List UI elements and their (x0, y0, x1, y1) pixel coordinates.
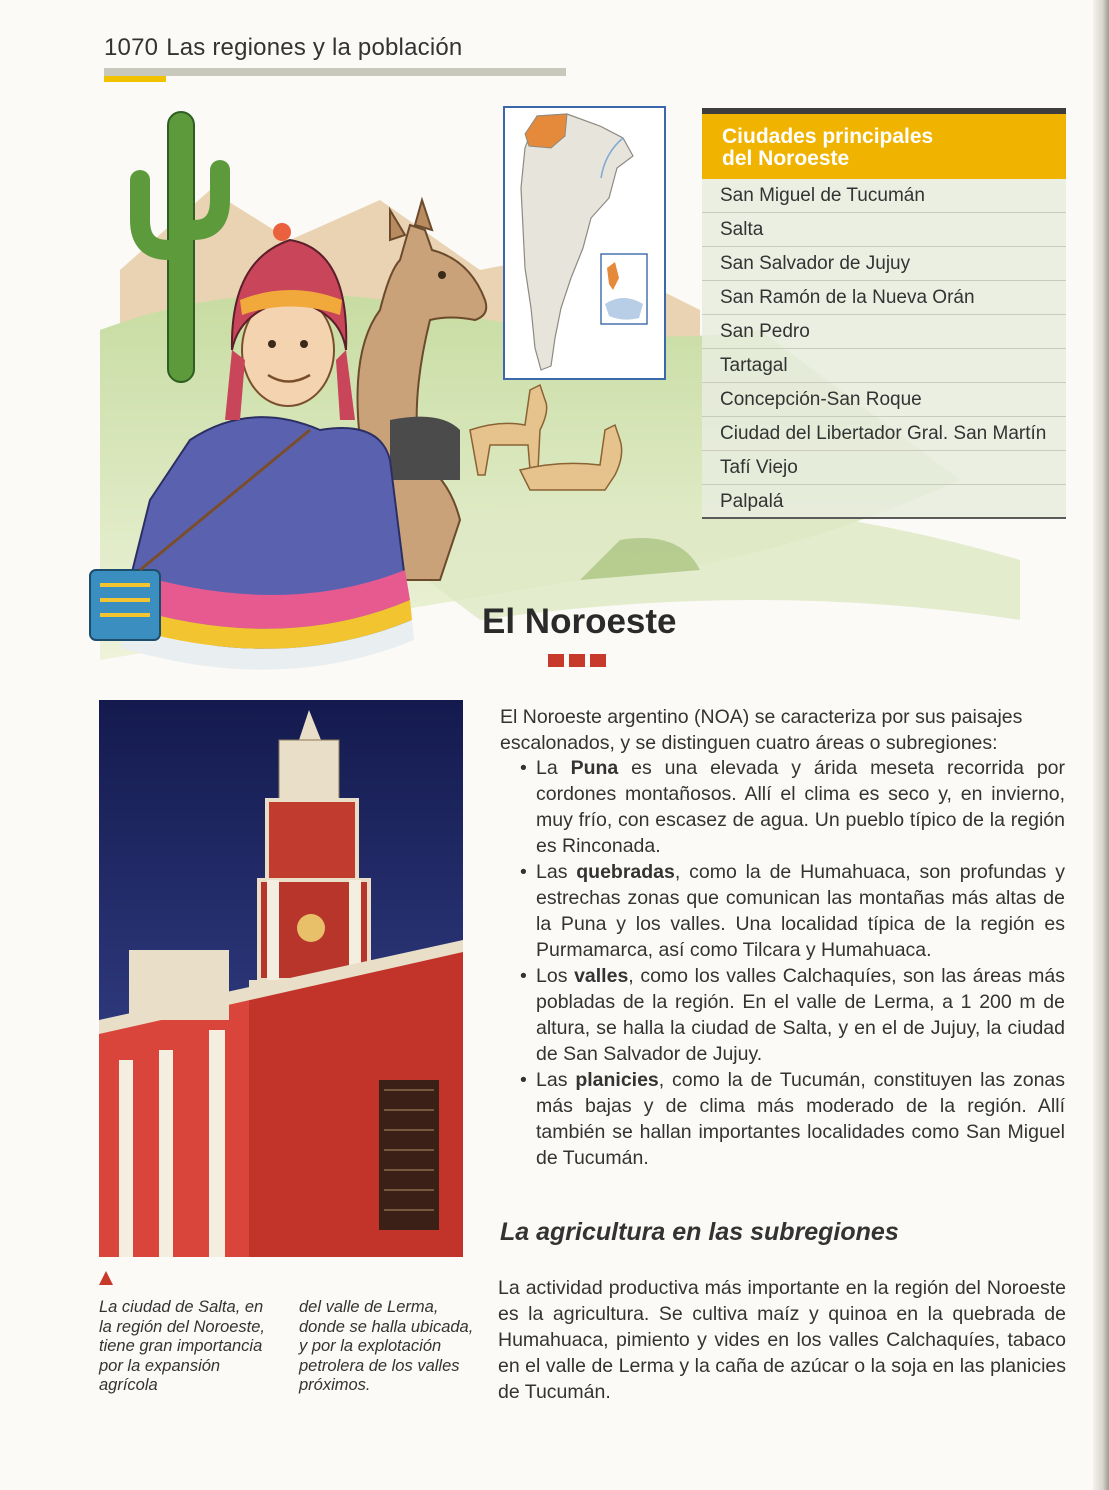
cities-table (702, 108, 1066, 519)
header-rule (104, 68, 566, 76)
term-planicies: planicies (575, 1069, 659, 1091)
city-row: Palpalá (702, 485, 1066, 519)
list-item: • Las quebradas, como la de Humahuaca, son profundas y estrechas zonas que comunican las montañas más altas de la Puna y los valles. Una localidad típica de la región es Purmamarca, así como Tilcara y Humahuaca. (520, 859, 1065, 963)
city-row: Tafí Viejo (702, 451, 1066, 485)
list-item: • Los valles, como los valles Calchaquíes, son las áreas más pobladas de la región. En el valle de Lerma, a 1 200 m de altura, se halla la ciudad de Salta, y en el de Jujuy, la ciudad de San Salvador de Jujuy. (520, 963, 1065, 1067)
subsection-title: La agricultura en las subregiones (500, 1218, 899, 1246)
section-title: El Noroeste (482, 602, 677, 641)
page-header (104, 34, 462, 62)
city-row: Ciudad del Libertador Gral. San Martín (702, 417, 1066, 451)
photo-caption-col1: La ciudad de Salta, en la región del Noroeste, tiene gran importancia por la expansión agrícola (99, 1298, 266, 1394)
cities-table-title-line1: Ciudades principales (722, 125, 934, 148)
city-row: San Pedro (702, 315, 1066, 349)
term-puna: Puna (570, 757, 619, 779)
subregions-list (520, 755, 1065, 1171)
cities-table-header (702, 114, 1066, 179)
map-argentina-svg (505, 108, 664, 378)
chapter-title: Las regiones y la población (166, 34, 463, 61)
map-argentina (503, 106, 666, 380)
church-facade (99, 940, 463, 1257)
subsection-paragraph: La actividad productiva más importante en la región del Noroeste es la agricultura. Se cultiva maíz y quinoa en la quebrada de Humahuaca, pimiento y vides en los valles Calchaquíes, tabaco en el valle de Lerma y la caña de azúcar o la soja en las planicies de Tucumán. (498, 1277, 1066, 1403)
photo-salta-church (99, 700, 463, 1257)
section-intro: El Noroeste argentino (NOA) se caracteriza por sus paisajes escalonados, y se distinguen cuatro áreas o subregiones: (500, 706, 1023, 754)
city-row: San Salvador de Jujuy (702, 247, 1066, 281)
list-item: • Las planicies, como la de Tucumán, constituyen las zonas más bajas y de clima más moderado de la región. Allí también se hallan importantes localidades como San Miguel de Tucumán. (520, 1067, 1065, 1171)
list-item: • La Puna es una elevada y árida meseta recorrida por cordones montañosos. Allí el clima es seco y, en invierno, muy frío, con escasez de agua. Un pueblo típico de la región es Rinconada. (520, 755, 1065, 859)
header-rule-accent (104, 76, 166, 82)
page-edge (1093, 0, 1109, 1490)
city-row: Salta (702, 213, 1066, 247)
city-row: San Miguel de Tucumán (702, 179, 1066, 213)
photo-caption-col2: del valle de Lerma, donde se halla ubicada, y por la explotación petrolera de los valles próximos. (299, 1298, 474, 1394)
title-decoration (548, 654, 606, 667)
city-row: Tartagal (702, 349, 1066, 383)
city-row: Concepción-San Roque (702, 383, 1066, 417)
city-row: San Ramón de la Nueva Orán (702, 281, 1066, 315)
cities-table-title-line2: del Noroeste (722, 147, 850, 170)
term-quebradas: quebradas (576, 861, 675, 883)
caption-marker-icon (99, 1271, 113, 1285)
page-number: 1070 (104, 34, 159, 61)
term-valles: valles (574, 965, 629, 987)
